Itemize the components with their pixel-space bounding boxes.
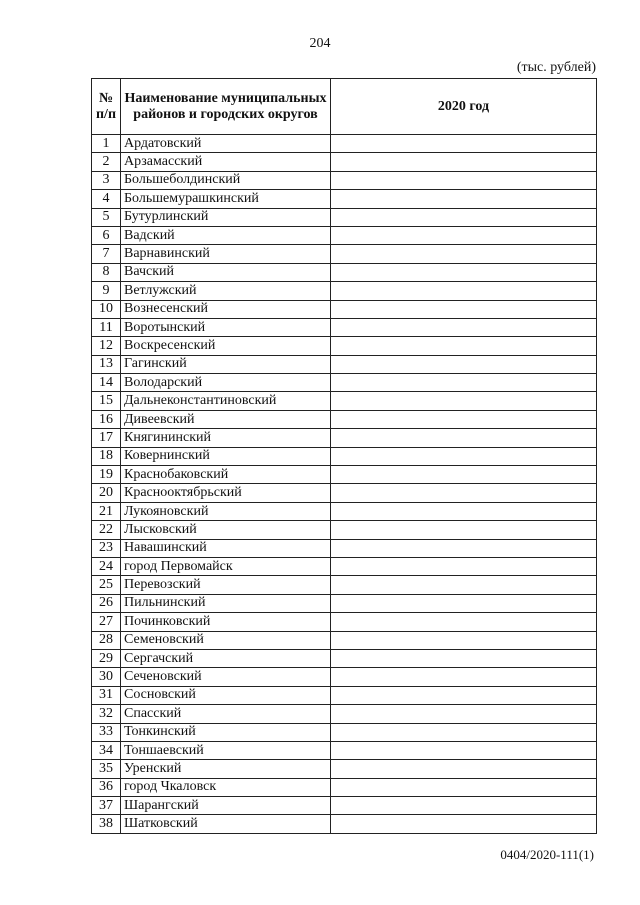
row-number: 37 bbox=[92, 797, 121, 815]
year-value-cell bbox=[331, 300, 597, 318]
district-name: Краснобаковский bbox=[121, 466, 331, 484]
row-number: 7 bbox=[92, 245, 121, 263]
district-name: Большеболдинский bbox=[121, 171, 331, 189]
table-header-row bbox=[92, 79, 597, 135]
year-value-cell bbox=[331, 466, 597, 484]
table-row bbox=[92, 723, 597, 741]
table-row bbox=[92, 668, 597, 686]
year-value-cell bbox=[331, 190, 597, 208]
row-number: 11 bbox=[92, 318, 121, 336]
table-row bbox=[92, 410, 597, 428]
table-row bbox=[92, 447, 597, 465]
district-name: Княгининский bbox=[121, 429, 331, 447]
table-row bbox=[92, 171, 597, 189]
year-value-cell bbox=[331, 410, 597, 428]
row-number: 36 bbox=[92, 778, 121, 796]
year-value-cell bbox=[331, 741, 597, 759]
district-name: Дальнеконстантиновский bbox=[121, 392, 331, 410]
header-num: № п/п bbox=[92, 79, 121, 135]
district-name: Ардатовский bbox=[121, 135, 331, 153]
year-value-cell bbox=[331, 760, 597, 778]
year-value-cell bbox=[331, 576, 597, 594]
table-row bbox=[92, 466, 597, 484]
year-value-cell bbox=[331, 282, 597, 300]
row-number: 18 bbox=[92, 447, 121, 465]
document-code: 0404/2020-111(1) bbox=[500, 847, 594, 862]
row-number: 32 bbox=[92, 705, 121, 723]
year-value-cell bbox=[331, 153, 597, 171]
table-row bbox=[92, 557, 597, 575]
page-number: 204 bbox=[309, 36, 331, 51]
table-row bbox=[92, 539, 597, 557]
year-value-cell bbox=[331, 374, 597, 392]
district-name: Починковский bbox=[121, 613, 331, 631]
table-row bbox=[92, 613, 597, 631]
year-value-cell bbox=[331, 613, 597, 631]
row-number: 1 bbox=[92, 135, 121, 153]
district-name: Варнавинский bbox=[121, 245, 331, 263]
year-value-cell bbox=[331, 594, 597, 612]
district-name: Спасский bbox=[121, 705, 331, 723]
row-number: 22 bbox=[92, 521, 121, 539]
year-value-cell bbox=[331, 778, 597, 796]
row-number: 10 bbox=[92, 300, 121, 318]
year-value-cell bbox=[331, 557, 597, 575]
row-number: 25 bbox=[92, 576, 121, 594]
table-row bbox=[92, 355, 597, 373]
district-name: Гагинский bbox=[121, 355, 331, 373]
table-row bbox=[92, 318, 597, 336]
district-name: Пильнинский bbox=[121, 594, 331, 612]
table-row bbox=[92, 282, 597, 300]
year-value-cell bbox=[331, 723, 597, 741]
district-name: Ковернинский bbox=[121, 447, 331, 465]
district-name: Арзамасский bbox=[121, 153, 331, 171]
table-row bbox=[92, 429, 597, 447]
district-name: Семеновский bbox=[121, 631, 331, 649]
row-number: 8 bbox=[92, 263, 121, 281]
district-name: Краснооктябрьский bbox=[121, 484, 331, 502]
district-name: Шатковский bbox=[121, 815, 331, 833]
row-number: 16 bbox=[92, 410, 121, 428]
table-row bbox=[92, 594, 597, 612]
table-row bbox=[92, 778, 597, 796]
row-number: 24 bbox=[92, 557, 121, 575]
district-name: Тоншаевский bbox=[121, 741, 331, 759]
year-value-cell bbox=[331, 245, 597, 263]
year-value-cell bbox=[331, 135, 597, 153]
table-body bbox=[92, 135, 597, 834]
district-name: Перевозский bbox=[121, 576, 331, 594]
year-value-cell bbox=[331, 649, 597, 667]
year-value-cell bbox=[331, 337, 597, 355]
district-name: Навашинский bbox=[121, 539, 331, 557]
year-value-cell bbox=[331, 686, 597, 704]
row-number: 23 bbox=[92, 539, 121, 557]
district-name: Вознесенский bbox=[121, 300, 331, 318]
year-value-cell bbox=[331, 668, 597, 686]
year-value-cell bbox=[331, 226, 597, 244]
table-row bbox=[92, 337, 597, 355]
row-number: 20 bbox=[92, 484, 121, 502]
district-name: Сеченовский bbox=[121, 668, 331, 686]
table-row bbox=[92, 374, 597, 392]
district-name: Дивеевский bbox=[121, 410, 331, 428]
row-number: 28 bbox=[92, 631, 121, 649]
district-name: Уренский bbox=[121, 760, 331, 778]
row-number: 27 bbox=[92, 613, 121, 631]
year-value-cell bbox=[331, 208, 597, 226]
row-number: 3 bbox=[92, 171, 121, 189]
year-value-cell bbox=[331, 705, 597, 723]
district-name: Воротынский bbox=[121, 318, 331, 336]
row-number: 4 bbox=[92, 190, 121, 208]
row-number: 13 bbox=[92, 355, 121, 373]
district-name: Ветлужский bbox=[121, 282, 331, 300]
district-name: Сергачский bbox=[121, 649, 331, 667]
districts-table bbox=[91, 78, 597, 834]
year-value-cell bbox=[331, 263, 597, 281]
table-row bbox=[92, 135, 597, 153]
year-value-cell bbox=[331, 631, 597, 649]
year-value-cell bbox=[331, 815, 597, 833]
units-label: (тыс. рублей) bbox=[516, 60, 596, 75]
district-name: Тонкинский bbox=[121, 723, 331, 741]
row-number: 21 bbox=[92, 502, 121, 520]
table-row bbox=[92, 760, 597, 778]
table-row bbox=[92, 576, 597, 594]
year-value-cell bbox=[331, 484, 597, 502]
row-number: 5 bbox=[92, 208, 121, 226]
row-number: 2 bbox=[92, 153, 121, 171]
row-number: 34 bbox=[92, 741, 121, 759]
table-row bbox=[92, 484, 597, 502]
district-name: Сосновский bbox=[121, 686, 331, 704]
row-number: 30 bbox=[92, 668, 121, 686]
row-number: 29 bbox=[92, 649, 121, 667]
district-name: Большемурашкинский bbox=[121, 190, 331, 208]
row-number: 14 bbox=[92, 374, 121, 392]
table-row bbox=[92, 631, 597, 649]
year-value-cell bbox=[331, 447, 597, 465]
district-name: Бутурлинский bbox=[121, 208, 331, 226]
row-number: 17 bbox=[92, 429, 121, 447]
row-number: 6 bbox=[92, 226, 121, 244]
table-row bbox=[92, 208, 597, 226]
header-year: 2020 год bbox=[331, 79, 597, 135]
table-row bbox=[92, 705, 597, 723]
row-number: 12 bbox=[92, 337, 121, 355]
row-number: 33 bbox=[92, 723, 121, 741]
table-row bbox=[92, 226, 597, 244]
table-row bbox=[92, 300, 597, 318]
table-row bbox=[92, 153, 597, 171]
year-value-cell bbox=[331, 521, 597, 539]
header-name: Наименование муниципальных районов и городских округов bbox=[121, 79, 331, 135]
year-value-cell bbox=[331, 392, 597, 410]
district-name: город Первомайск bbox=[121, 557, 331, 575]
row-number: 31 bbox=[92, 686, 121, 704]
table-row bbox=[92, 502, 597, 520]
table-row bbox=[92, 815, 597, 833]
table-row bbox=[92, 741, 597, 759]
row-number: 26 bbox=[92, 594, 121, 612]
row-number: 35 bbox=[92, 760, 121, 778]
table-row bbox=[92, 190, 597, 208]
year-value-cell bbox=[331, 502, 597, 520]
district-name: Лысковский bbox=[121, 521, 331, 539]
row-number: 9 bbox=[92, 282, 121, 300]
district-name: Володарский bbox=[121, 374, 331, 392]
district-name: город Чкаловск bbox=[121, 778, 331, 796]
table-row bbox=[92, 392, 597, 410]
table-row bbox=[92, 686, 597, 704]
row-number: 15 bbox=[92, 392, 121, 410]
district-name: Вачский bbox=[121, 263, 331, 281]
table-row bbox=[92, 797, 597, 815]
year-value-cell bbox=[331, 539, 597, 557]
table-row bbox=[92, 521, 597, 539]
year-value-cell bbox=[331, 318, 597, 336]
table-row bbox=[92, 649, 597, 667]
year-value-cell bbox=[331, 171, 597, 189]
table-row bbox=[92, 245, 597, 263]
year-value-cell bbox=[331, 429, 597, 447]
district-name: Воскресенский bbox=[121, 337, 331, 355]
district-name: Вадский bbox=[121, 226, 331, 244]
row-number: 19 bbox=[92, 466, 121, 484]
row-number: 38 bbox=[92, 815, 121, 833]
year-value-cell bbox=[331, 797, 597, 815]
district-name: Шарангский bbox=[121, 797, 331, 815]
table-row bbox=[92, 263, 597, 281]
year-value-cell bbox=[331, 355, 597, 373]
district-name: Лукояновский bbox=[121, 502, 331, 520]
